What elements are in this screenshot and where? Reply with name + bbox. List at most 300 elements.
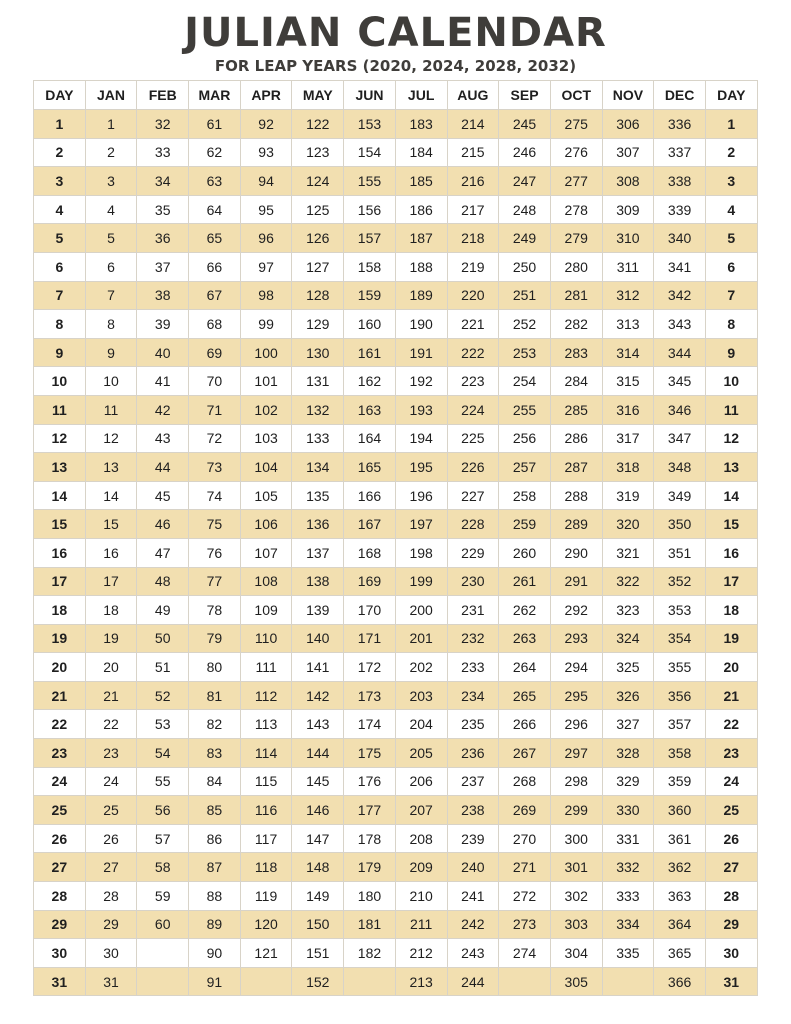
julian-day-cell: 122	[292, 110, 344, 139]
julian-day-cell: 64	[189, 195, 241, 224]
day-cell: 19	[705, 624, 757, 653]
julian-day-cell: 218	[447, 224, 499, 253]
julian-day-cell: 169	[344, 567, 396, 596]
julian-day-cell: 147	[292, 824, 344, 853]
julian-day-cell: 112	[240, 681, 292, 710]
julian-day-cell: 41	[137, 367, 189, 396]
julian-day-cell: 203	[395, 681, 447, 710]
julian-day-cell: 142	[292, 681, 344, 710]
julian-day-cell: 349	[654, 481, 706, 510]
julian-day-cell: 39	[137, 310, 189, 339]
julian-day-cell: 354	[654, 624, 706, 653]
table-row	[34, 338, 758, 367]
table-row	[34, 510, 758, 539]
julian-day-cell	[240, 967, 292, 996]
julian-day-cell: 136	[292, 510, 344, 539]
day-cell: 15	[34, 510, 86, 539]
julian-day-cell: 327	[602, 710, 654, 739]
column-header: MAR	[189, 81, 241, 110]
julian-day-cell: 171	[344, 624, 396, 653]
julian-day-cell: 258	[499, 481, 551, 510]
julian-day-cell: 76	[189, 538, 241, 567]
day-cell: 17	[705, 567, 757, 596]
julian-day-cell: 167	[344, 510, 396, 539]
julian-day-cell: 275	[550, 110, 602, 139]
julian-day-cell: 356	[654, 681, 706, 710]
column-header: DAY	[34, 81, 86, 110]
julian-day-cell: 322	[602, 567, 654, 596]
julian-day-cell: 118	[240, 853, 292, 882]
julian-day-cell: 308	[602, 167, 654, 196]
table-row	[34, 824, 758, 853]
day-cell: 17	[34, 567, 86, 596]
julian-day-cell: 86	[189, 824, 241, 853]
julian-day-cell: 109	[240, 596, 292, 625]
julian-day-cell: 24	[85, 767, 137, 796]
julian-day-cell: 20	[85, 653, 137, 682]
julian-day-cell: 316	[602, 395, 654, 424]
julian-day-cell: 251	[499, 281, 551, 310]
julian-day-cell: 151	[292, 939, 344, 968]
julian-day-cell: 206	[395, 767, 447, 796]
day-cell: 4	[34, 195, 86, 224]
day-cell: 25	[705, 796, 757, 825]
julian-day-cell: 119	[240, 882, 292, 911]
column-header: AUG	[447, 81, 499, 110]
julian-day-cell: 309	[602, 195, 654, 224]
julian-day-cell: 22	[85, 710, 137, 739]
table-row	[34, 310, 758, 339]
day-cell: 22	[34, 710, 86, 739]
julian-day-cell: 250	[499, 252, 551, 281]
julian-day-cell: 81	[189, 681, 241, 710]
table-row	[34, 653, 758, 682]
julian-day-cell: 240	[447, 853, 499, 882]
julian-day-cell: 277	[550, 167, 602, 196]
julian-day-cell: 38	[137, 281, 189, 310]
julian-day-cell: 285	[550, 395, 602, 424]
julian-day-cell: 40	[137, 338, 189, 367]
julian-day-cell: 192	[395, 367, 447, 396]
day-cell: 30	[705, 939, 757, 968]
julian-day-cell: 36	[137, 224, 189, 253]
julian-day-cell: 186	[395, 195, 447, 224]
julian-day-cell: 153	[344, 110, 396, 139]
julian-day-cell: 228	[447, 510, 499, 539]
julian-day-cell: 355	[654, 653, 706, 682]
julian-day-cell: 271	[499, 853, 551, 882]
julian-day-cell: 99	[240, 310, 292, 339]
julian-day-cell: 205	[395, 739, 447, 768]
table-row	[34, 767, 758, 796]
julian-day-cell: 89	[189, 910, 241, 939]
julian-day-cell: 123	[292, 138, 344, 167]
day-cell: 18	[705, 596, 757, 625]
julian-day-cell: 312	[602, 281, 654, 310]
header-row	[34, 81, 758, 110]
julian-day-cell: 90	[189, 939, 241, 968]
julian-day-cell: 59	[137, 882, 189, 911]
julian-day-cell: 128	[292, 281, 344, 310]
julian-day-cell: 225	[447, 424, 499, 453]
julian-day-cell: 256	[499, 424, 551, 453]
day-cell: 6	[705, 252, 757, 281]
julian-day-cell: 179	[344, 853, 396, 882]
julian-day-cell: 161	[344, 338, 396, 367]
julian-day-cell: 209	[395, 853, 447, 882]
julian-day-cell: 347	[654, 424, 706, 453]
julian-day-cell: 359	[654, 767, 706, 796]
julian-day-cell: 180	[344, 882, 396, 911]
julian-day-cell: 75	[189, 510, 241, 539]
julian-day-cell: 79	[189, 624, 241, 653]
page-title: JULIAN CALENDAR	[184, 10, 607, 56]
table-row	[34, 195, 758, 224]
day-cell: 14	[34, 481, 86, 510]
julian-day-cell: 290	[550, 538, 602, 567]
table-row	[34, 424, 758, 453]
julian-day-cell: 360	[654, 796, 706, 825]
julian-day-cell: 292	[550, 596, 602, 625]
julian-day-cell: 204	[395, 710, 447, 739]
julian-day-cell: 303	[550, 910, 602, 939]
julian-day-cell: 57	[137, 824, 189, 853]
julian-day-cell: 261	[499, 567, 551, 596]
day-cell: 31	[34, 967, 86, 996]
julian-day-cell: 32	[137, 110, 189, 139]
julian-day-cell: 23	[85, 739, 137, 768]
julian-day-cell: 263	[499, 624, 551, 653]
julian-day-cell: 181	[344, 910, 396, 939]
julian-day-cell: 84	[189, 767, 241, 796]
day-cell: 13	[705, 453, 757, 482]
day-cell: 27	[34, 853, 86, 882]
julian-day-cell: 30	[85, 939, 137, 968]
julian-day-cell: 335	[602, 939, 654, 968]
julian-day-cell: 140	[292, 624, 344, 653]
julian-day-cell: 178	[344, 824, 396, 853]
julian-day-cell: 244	[447, 967, 499, 996]
column-header: JUN	[344, 81, 396, 110]
julian-day-cell: 208	[395, 824, 447, 853]
julian-day-cell: 52	[137, 681, 189, 710]
day-cell: 18	[34, 596, 86, 625]
julian-day-cell: 336	[654, 110, 706, 139]
julian-day-cell: 248	[499, 195, 551, 224]
column-header: JUL	[395, 81, 447, 110]
julian-day-cell: 200	[395, 596, 447, 625]
julian-day-cell: 364	[654, 910, 706, 939]
table-row	[34, 110, 758, 139]
julian-day-cell: 278	[550, 195, 602, 224]
julian-day-cell: 43	[137, 424, 189, 453]
julian-day-cell: 293	[550, 624, 602, 653]
table-row	[34, 395, 758, 424]
julian-day-cell: 15	[85, 510, 137, 539]
julian-day-cell: 259	[499, 510, 551, 539]
julian-day-cell: 117	[240, 824, 292, 853]
julian-day-cell: 172	[344, 653, 396, 682]
julian-day-cell: 362	[654, 853, 706, 882]
julian-day-cell: 253	[499, 338, 551, 367]
julian-day-cell: 215	[447, 138, 499, 167]
day-cell: 8	[705, 310, 757, 339]
julian-day-cell: 315	[602, 367, 654, 396]
julian-day-cell: 262	[499, 596, 551, 625]
julian-day-cell: 134	[292, 453, 344, 482]
julian-day-cell: 97	[240, 252, 292, 281]
julian-day-cell: 329	[602, 767, 654, 796]
julian-day-cell: 229	[447, 538, 499, 567]
julian-day-cell: 279	[550, 224, 602, 253]
julian-day-cell: 361	[654, 824, 706, 853]
julian-day-cell: 352	[654, 567, 706, 596]
julian-day-cell: 241	[447, 882, 499, 911]
julian-day-cell: 48	[137, 567, 189, 596]
julian-day-cell: 17	[85, 567, 137, 596]
julian-day-cell: 340	[654, 224, 706, 253]
day-cell: 28	[34, 882, 86, 911]
day-cell: 29	[705, 910, 757, 939]
day-cell: 10	[34, 367, 86, 396]
julian-day-cell: 27	[85, 853, 137, 882]
julian-day-cell: 213	[395, 967, 447, 996]
julian-day-cell: 310	[602, 224, 654, 253]
julian-day-cell: 1	[85, 110, 137, 139]
julian-day-cell: 159	[344, 281, 396, 310]
julian-day-cell: 28	[85, 882, 137, 911]
julian-day-cell: 344	[654, 338, 706, 367]
day-cell: 1	[705, 110, 757, 139]
day-cell: 13	[34, 453, 86, 482]
julian-day-cell: 345	[654, 367, 706, 396]
day-cell: 22	[705, 710, 757, 739]
julian-day-cell: 201	[395, 624, 447, 653]
julian-day-cell: 139	[292, 596, 344, 625]
table-row	[34, 252, 758, 281]
julian-day-cell: 289	[550, 510, 602, 539]
table-row	[34, 281, 758, 310]
julian-day-cell: 46	[137, 510, 189, 539]
column-header: DEC	[654, 81, 706, 110]
day-cell: 5	[705, 224, 757, 253]
julian-day-cell: 267	[499, 739, 551, 768]
day-cell: 23	[705, 739, 757, 768]
julian-day-cell: 113	[240, 710, 292, 739]
julian-day-cell: 188	[395, 252, 447, 281]
julian-day-cell: 120	[240, 910, 292, 939]
julian-day-cell: 189	[395, 281, 447, 310]
julian-day-cell: 77	[189, 567, 241, 596]
julian-day-cell: 95	[240, 195, 292, 224]
julian-day-cell: 108	[240, 567, 292, 596]
julian-day-cell: 26	[85, 824, 137, 853]
day-cell: 9	[34, 338, 86, 367]
julian-day-cell: 217	[447, 195, 499, 224]
day-cell: 31	[705, 967, 757, 996]
julian-day-cell: 342	[654, 281, 706, 310]
julian-day-cell: 154	[344, 138, 396, 167]
julian-day-cell: 245	[499, 110, 551, 139]
julian-day-cell: 238	[447, 796, 499, 825]
julian-day-cell: 283	[550, 338, 602, 367]
julian-day-cell: 6	[85, 252, 137, 281]
table-row	[34, 367, 758, 396]
julian-day-cell: 287	[550, 453, 602, 482]
julian-day-cell: 255	[499, 395, 551, 424]
julian-day-cell: 177	[344, 796, 396, 825]
julian-day-cell: 294	[550, 653, 602, 682]
column-header: FEB	[137, 81, 189, 110]
julian-day-cell: 331	[602, 824, 654, 853]
julian-day-cell: 184	[395, 138, 447, 167]
day-cell: 27	[705, 853, 757, 882]
table-row	[34, 167, 758, 196]
julian-day-cell: 324	[602, 624, 654, 653]
julian-day-cell: 313	[602, 310, 654, 339]
day-cell: 21	[34, 681, 86, 710]
julian-day-cell: 102	[240, 395, 292, 424]
julian-day-cell: 187	[395, 224, 447, 253]
julian-day-cell: 234	[447, 681, 499, 710]
julian-day-cell: 106	[240, 510, 292, 539]
julian-day-cell: 357	[654, 710, 706, 739]
julian-day-cell: 155	[344, 167, 396, 196]
day-cell: 2	[705, 138, 757, 167]
day-cell: 9	[705, 338, 757, 367]
julian-day-cell: 80	[189, 653, 241, 682]
day-cell: 26	[34, 824, 86, 853]
day-cell: 29	[34, 910, 86, 939]
julian-day-cell: 350	[654, 510, 706, 539]
julian-day-cell: 104	[240, 453, 292, 482]
julian-day-cell: 55	[137, 767, 189, 796]
day-cell: 6	[34, 252, 86, 281]
julian-day-cell: 138	[292, 567, 344, 596]
julian-day-cell: 2	[85, 138, 137, 167]
julian-day-cell: 223	[447, 367, 499, 396]
julian-day-cell: 224	[447, 395, 499, 424]
julian-day-cell: 45	[137, 481, 189, 510]
julian-day-cell: 242	[447, 910, 499, 939]
julian-day-cell: 326	[602, 681, 654, 710]
julian-day-cell: 10	[85, 367, 137, 396]
julian-day-cell: 231	[447, 596, 499, 625]
julian-day-cell: 88	[189, 882, 241, 911]
julian-day-cell: 126	[292, 224, 344, 253]
julian-day-cell: 92	[240, 110, 292, 139]
julian-day-cell: 266	[499, 710, 551, 739]
julian-day-cell: 12	[85, 424, 137, 453]
julian-day-cell: 137	[292, 538, 344, 567]
day-cell: 3	[705, 167, 757, 196]
julian-day-cell: 323	[602, 596, 654, 625]
julian-day-cell: 132	[292, 395, 344, 424]
julian-day-cell: 135	[292, 481, 344, 510]
julian-day-cell: 220	[447, 281, 499, 310]
julian-day-cell: 194	[395, 424, 447, 453]
julian-day-cell: 150	[292, 910, 344, 939]
julian-day-cell: 7	[85, 281, 137, 310]
julian-day-cell: 341	[654, 252, 706, 281]
julian-day-cell: 53	[137, 710, 189, 739]
julian-day-cell: 319	[602, 481, 654, 510]
julian-day-cell: 144	[292, 739, 344, 768]
julian-day-cell: 62	[189, 138, 241, 167]
julian-day-cell: 269	[499, 796, 551, 825]
julian-day-cell	[137, 939, 189, 968]
day-cell: 10	[705, 367, 757, 396]
julian-day-cell: 73	[189, 453, 241, 482]
julian-day-cell: 305	[550, 967, 602, 996]
julian-day-cell	[344, 967, 396, 996]
julian-day-cell: 37	[137, 252, 189, 281]
julian-day-cell: 353	[654, 596, 706, 625]
julian-day-cell: 72	[189, 424, 241, 453]
julian-day-cell: 69	[189, 338, 241, 367]
julian-day-cell: 332	[602, 853, 654, 882]
julian-day-cell: 105	[240, 481, 292, 510]
column-header: JAN	[85, 81, 137, 110]
julian-day-cell: 31	[85, 967, 137, 996]
julian-day-cell: 363	[654, 882, 706, 911]
day-cell: 3	[34, 167, 86, 196]
julian-day-cell: 66	[189, 252, 241, 281]
julian-day-cell: 163	[344, 395, 396, 424]
julian-day-cell: 149	[292, 882, 344, 911]
column-header: OCT	[550, 81, 602, 110]
julian-day-cell: 270	[499, 824, 551, 853]
julian-day-cell: 296	[550, 710, 602, 739]
julian-day-cell: 282	[550, 310, 602, 339]
day-cell: 24	[34, 767, 86, 796]
julian-day-cell: 318	[602, 453, 654, 482]
julian-day-cell: 124	[292, 167, 344, 196]
julian-day-cell: 264	[499, 653, 551, 682]
julian-day-cell: 87	[189, 853, 241, 882]
julian-day-cell: 257	[499, 453, 551, 482]
julian-day-cell: 300	[550, 824, 602, 853]
julian-day-cell: 65	[189, 224, 241, 253]
day-cell: 19	[34, 624, 86, 653]
julian-day-cell: 133	[292, 424, 344, 453]
julian-day-cell: 249	[499, 224, 551, 253]
table-row	[34, 624, 758, 653]
julian-day-cell: 182	[344, 939, 396, 968]
julian-day-cell: 222	[447, 338, 499, 367]
julian-day-cell: 328	[602, 739, 654, 768]
day-cell: 12	[705, 424, 757, 453]
julian-day-cell: 162	[344, 367, 396, 396]
julian-day-cell: 103	[240, 424, 292, 453]
table-row	[34, 567, 758, 596]
julian-day-cell: 33	[137, 138, 189, 167]
julian-day-cell: 3	[85, 167, 137, 196]
julian-day-cell: 175	[344, 739, 396, 768]
julian-day-cell: 50	[137, 624, 189, 653]
table-row	[34, 681, 758, 710]
julian-day-cell: 115	[240, 767, 292, 796]
julian-day-cell: 183	[395, 110, 447, 139]
julian-day-cell: 276	[550, 138, 602, 167]
julian-day-cell: 91	[189, 967, 241, 996]
day-cell: 20	[705, 653, 757, 682]
day-cell: 7	[705, 281, 757, 310]
julian-day-cell: 85	[189, 796, 241, 825]
julian-day-cell: 141	[292, 653, 344, 682]
julian-day-cell: 165	[344, 453, 396, 482]
julian-day-cell: 168	[344, 538, 396, 567]
